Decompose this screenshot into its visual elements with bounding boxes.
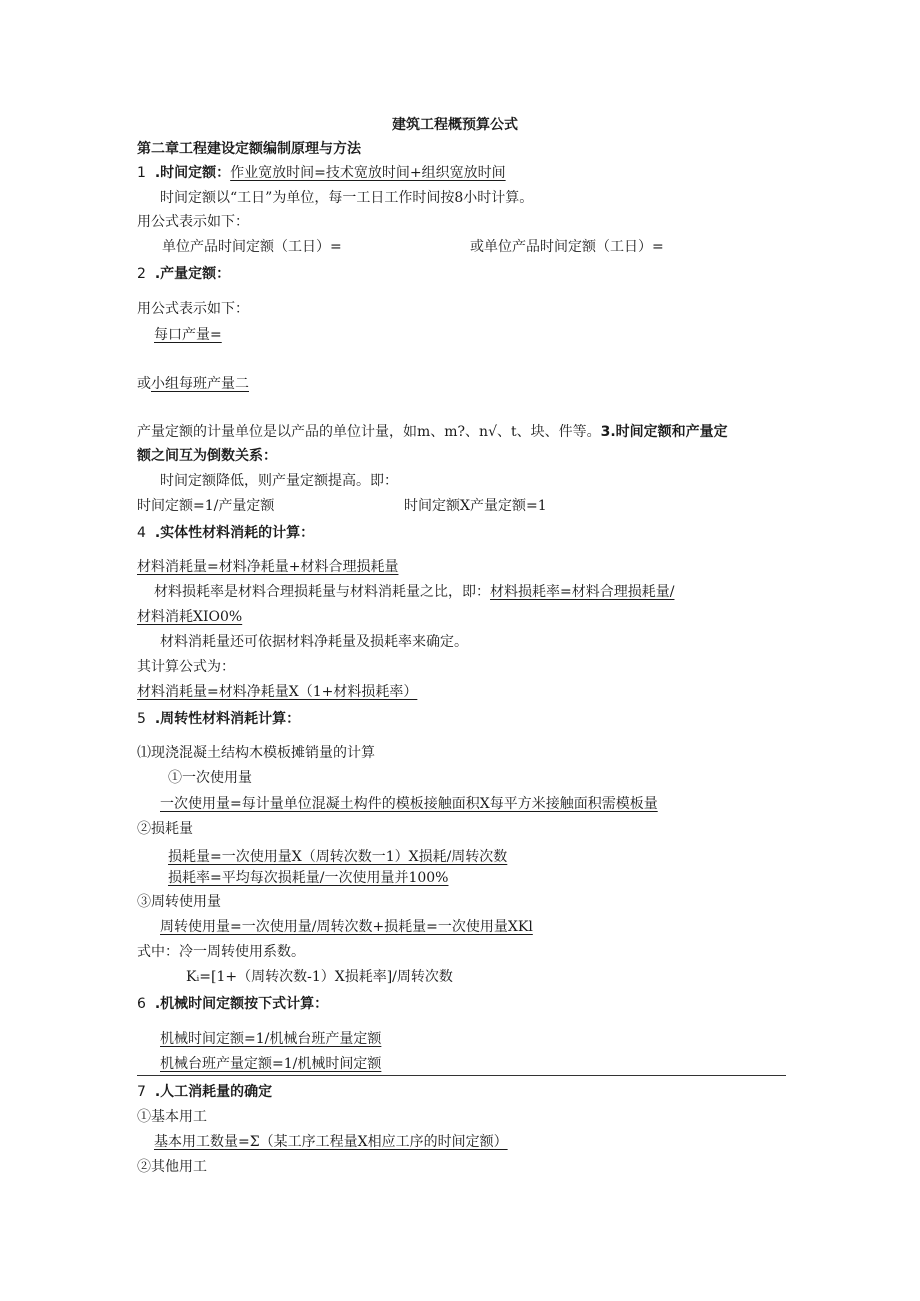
section-number: 6	[137, 996, 146, 1012]
output-unit-note	[137, 423, 728, 441]
turnover-formula: 周转使用量=一次使用量/周转次数+损耗量=一次使用量XKl	[160, 919, 533, 935]
subsection-1: ⑴现浇混凝土结构木模板摊销量的计算	[137, 745, 375, 761]
section-number: 5	[137, 711, 146, 727]
unit-note: 产量定额的计量单位是以产品的单位计量，如m、m?、n√、t、块、件等。	[137, 424, 601, 440]
unit-time-quota-formula: 单位产品时间定额（工日）=	[162, 239, 342, 255]
section-number: 1	[137, 165, 146, 181]
determine-note: 材料消耗量还可依据材料净耗量及损耗率来确定。	[160, 634, 468, 650]
item-turnover: ③周转使用量	[137, 894, 221, 910]
section-divider	[137, 1075, 786, 1076]
item-once-use: ①一次使用量	[168, 770, 252, 786]
or-prefix: 或	[137, 376, 151, 392]
loss-rate-formula: 材料损耗率=材料合理损耗量/	[490, 584, 675, 600]
section-3-heading: 3.时间定额和产量定	[600, 424, 728, 440]
section-2-heading	[137, 265, 230, 283]
section-4-heading	[137, 524, 314, 542]
section-number: 2	[137, 266, 146, 282]
loss-rate-note	[154, 583, 674, 601]
unit-time-quota-formula-alt: 或单位产品时间定额（工日）=	[470, 239, 664, 255]
formula: 作业宽放时间=技术宽放时间+组织宽放时间	[230, 165, 506, 181]
section-title: .人工消耗量的确定	[154, 1084, 273, 1100]
item-loss: ②损耗量	[137, 821, 193, 837]
section-number: 4	[137, 525, 146, 541]
section-5-heading	[137, 710, 300, 728]
section-title: .产量定额：	[154, 266, 231, 282]
calc-intro: 其计算公式为：	[137, 659, 235, 675]
machine-time-formula: 机械时间定额=1/机械台班产量定额	[160, 1031, 382, 1047]
section-number: 7	[137, 1084, 146, 1100]
time-quota-note: 时间定额以“工日”为单位，每一工日工作时间按8小时计算。	[160, 190, 534, 206]
page-title: 建筑工程概预算公式	[392, 117, 518, 133]
daily-output-formula: 每口产量=	[154, 327, 222, 343]
inverse-equation-a: 时间定额=1/产量定额	[137, 498, 275, 514]
loss-rate-formula-cont: 材料消耗XIO0%	[137, 609, 243, 625]
loss-formula: 损耗量=一次使用量X（周转次数一1）X损耗/周转次数	[168, 849, 508, 865]
section-6-heading	[137, 995, 328, 1013]
machine-output-formula: 机械台班产量定额=1/机械时间定额	[160, 1056, 382, 1072]
team-output-formula	[137, 375, 249, 393]
formula: 小组每班产量二	[151, 376, 249, 392]
expression-intro: 用公式表示如下：	[137, 301, 249, 317]
material-consumption-formula: 材料消耗量=材料净耗量+材料合理损耗量	[137, 559, 399, 575]
material-consumption-formula-2: 材料消耗量=材料净耗量X（1+材料损耗率）	[137, 684, 418, 700]
section-title: .周转性材料消耗计算：	[154, 711, 301, 727]
inverse-note: 时间定额降低，则产量定额提高。即：	[160, 473, 398, 489]
loss-rate-text: 材料损耗率是材料合理损耗量与材料消耗量之比，即：	[154, 584, 490, 600]
section-title: .实体性材料消耗的计算：	[154, 525, 315, 541]
loss-rate-formula: 损耗率=平均每次损耗量/一次使用量并100%	[168, 870, 449, 886]
chapter-heading: 第二章工程建设定额编制原理与方法	[137, 141, 361, 157]
section-3-heading-cont: 额之间互为倒数关系：	[137, 448, 277, 464]
section-1-heading	[137, 164, 506, 182]
inverse-equation-b: 时间定额X产量定额=1	[404, 498, 547, 514]
basic-labor-formula: 基本用工数量=Σ（某工序工程量X相应工序的时间定额）	[154, 1134, 508, 1150]
item-basic-labor: ①基本用工	[137, 1109, 207, 1125]
expression-intro: 用公式表示如下：	[137, 214, 249, 230]
coefficient-note: 式中：冷一周转使用系数。	[137, 944, 305, 960]
once-use-formula: 一次使用量=每计量单位混凝土构件的模板接触面积X每平方米接触面积需模板量	[160, 796, 658, 812]
section-title: .机械时间定额按下式计算：	[154, 996, 329, 1012]
coefficient-formula: Kᵢ=[1+（周转次数-1）X损耗率]/周转次数	[186, 969, 453, 985]
section-7-heading	[137, 1083, 272, 1101]
section-title: .时间定额：	[154, 165, 231, 181]
item-other-labor: ②其他用工	[137, 1159, 207, 1175]
